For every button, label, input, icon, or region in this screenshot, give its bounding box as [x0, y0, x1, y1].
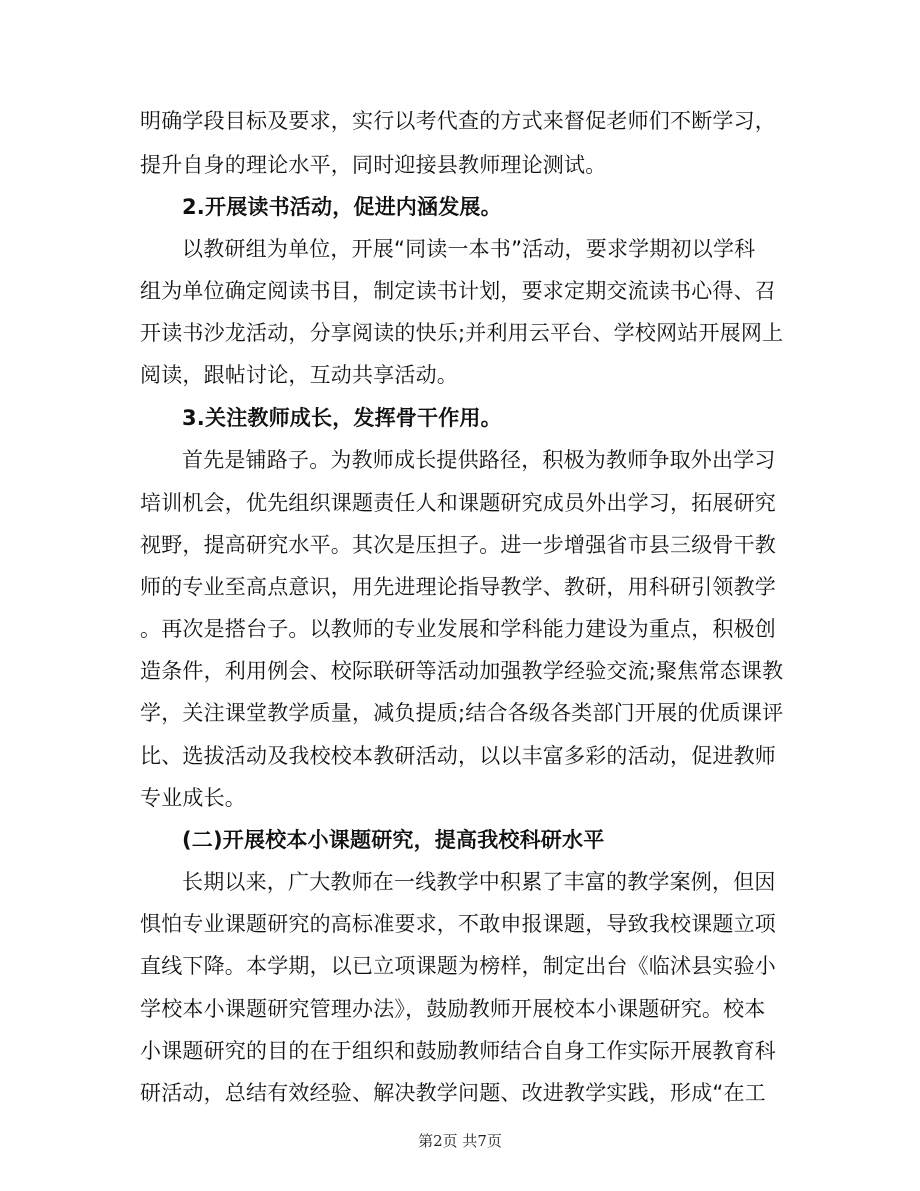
section-heading: (二)开展校本小课题研究，提高我校科研水平 — [182, 828, 605, 852]
body-text-line: 直线下降。本学期，以已立项课题为榜样，制定出台《临沭县实验小 — [140, 954, 776, 978]
body-text-line: 学校本小课题研究管理办法》，鼓励教师开展校本小课题研究。校本 — [140, 997, 766, 1021]
body-text-line: 首先是铺路子。为教师成长提供路径，积极为教师争取外出学习 — [182, 448, 776, 472]
body-text-line: 。再次是搭台子。以教师的专业发展和学科能力建设为重点，积极创 — [140, 617, 776, 641]
body-text-line: 开读书沙龙活动，分享阅读的快乐;并利用云平台、学校网站开展网上 — [140, 321, 784, 345]
body-text-line: 学，关注课堂教学质量，减负提质;结合各级各类部门开展的优质课评 — [140, 701, 784, 725]
body-text-line: 提升自身的理论水平，同时迎接县教师理论测试。 — [140, 153, 607, 177]
body-text-line: 小课题研究的目的在于组织和鼓励教师结合自身工作实际开展教育科 — [140, 1039, 776, 1063]
body-text-line: 专业成长。 — [140, 786, 246, 810]
body-text-line: 视野，提高研究水平。其次是压担子。进一步增强省市县三级骨干教 — [140, 533, 776, 557]
body-text-line: 明确学段目标及要求，实行以考代查的方式来督促老师们不断学习， — [140, 109, 776, 133]
body-text-line: 师的专业至高点意识，用先进理论指导教学、教研，用科研引领教学 — [140, 575, 776, 599]
body-text-line: 惧怕专业课题研究的高标准要求，不敢申报课题，导致我校课题立项 — [140, 912, 776, 936]
body-text-line: 阅读，跟帖讨论，互动共享活动。 — [140, 363, 458, 387]
body-text-line: 长期以来，广大教师在一线教学中积累了丰富的教学案例，但因 — [182, 870, 776, 894]
subsection-heading: 3.关注教师成长，发挥骨干作用。 — [182, 406, 502, 430]
body-text-line: 培训机会，优先组织课题责任人和课题研究成员外出学习，拓展研究 — [140, 491, 776, 515]
body-text-line: 研活动，总结有效经验、解决教学问题、改进教学实践，形成“在工 — [140, 1081, 766, 1105]
body-text-line: 组为单位确定阅读书目，制定读书计划，要求定期交流读书心得、召 — [140, 279, 776, 303]
body-text-line: 以教研组为单位，开展“同读一本书”活动，要求学期初以学科 — [182, 237, 756, 261]
body-text-line: 比、选拔活动及我校校本教研活动，以以丰富多彩的活动，促进教师 — [140, 744, 776, 768]
page-number-footer: 第2页 共7页 — [418, 1132, 502, 1150]
subsection-heading: 2.开展读书活动，促进内涵发展。 — [182, 195, 502, 219]
body-text-line: 造条件，利用例会、校际联研等活动加强教学经验交流;聚焦常态课教 — [140, 659, 784, 683]
